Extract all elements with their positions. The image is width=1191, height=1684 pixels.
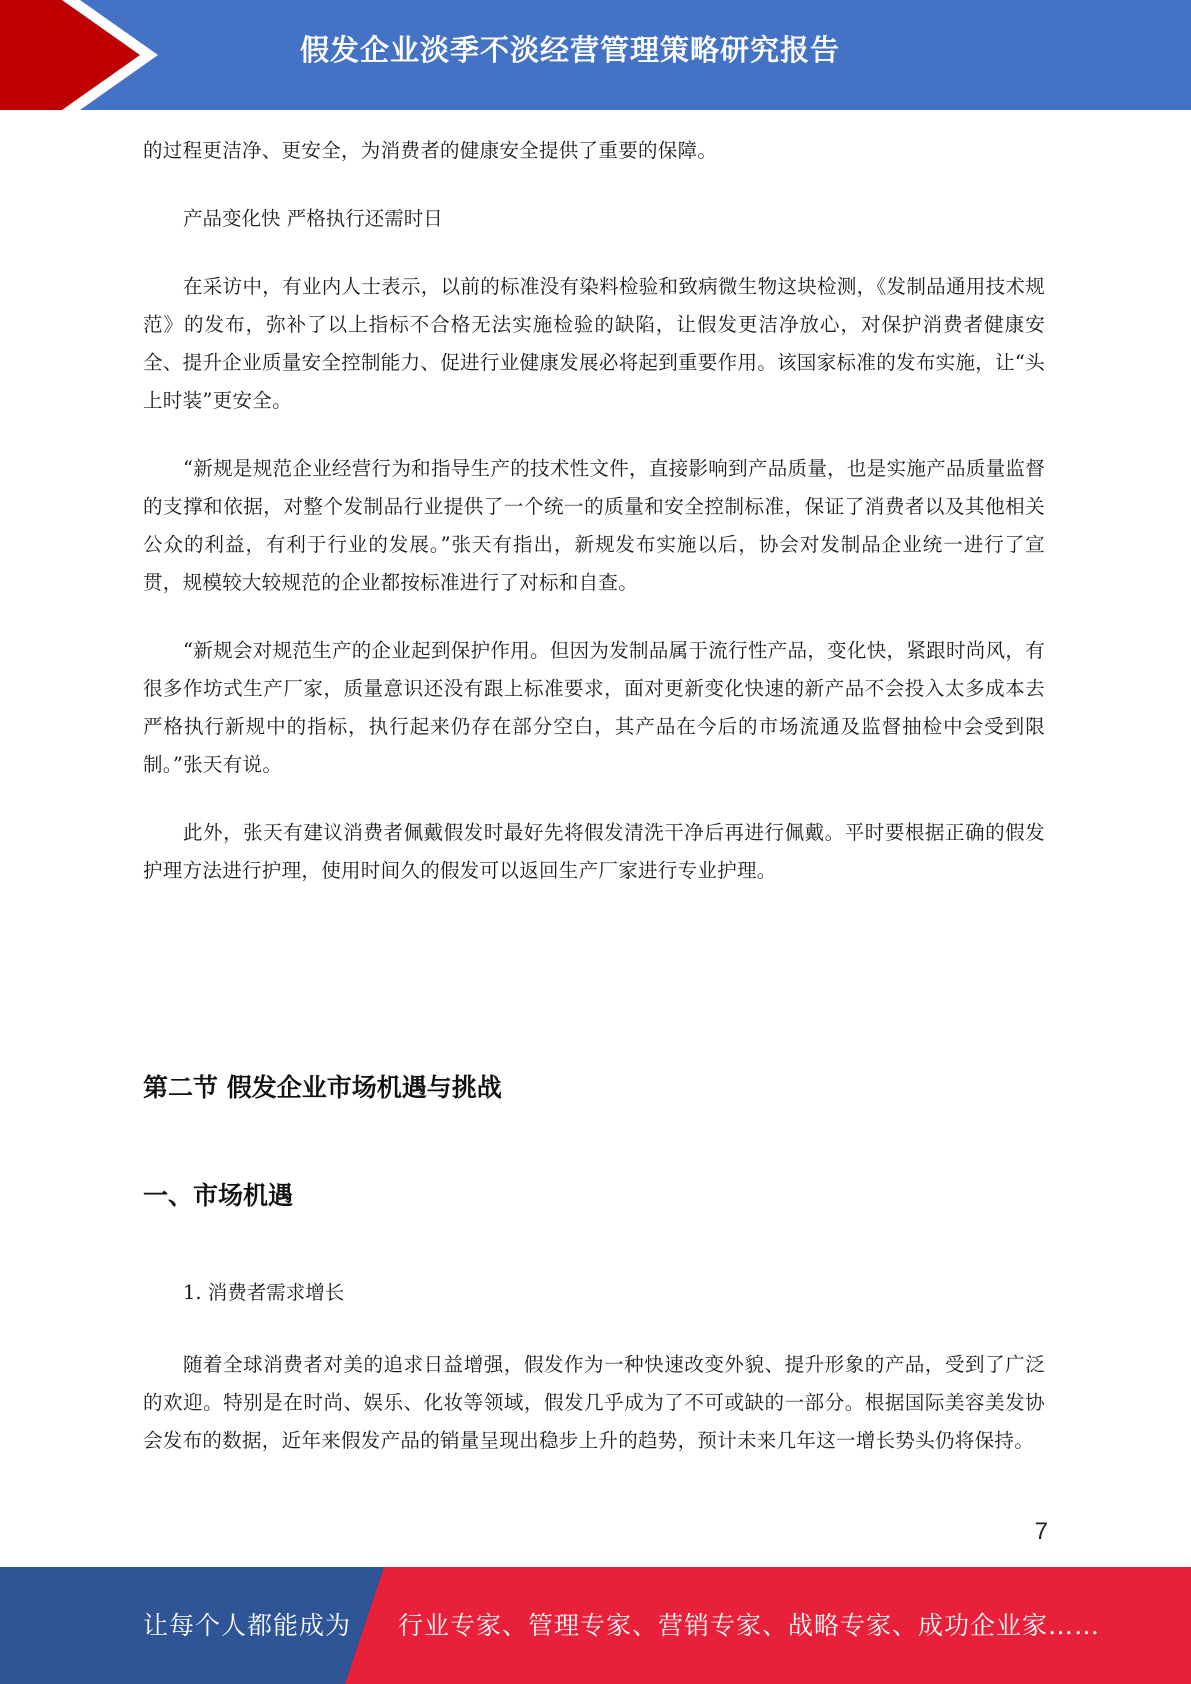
paragraph: “新规会对规范生产的企业起到保护作用。但因为发制品属于流行性产品，变化快，紧跟时尚风，有很多作坊式生产厂家，质量意识还没有跟上标准要求，面对更新变化快速的新产品不会投入太多成本去严格执行新规中的指标，执行起来仍存在部分空白，其产品在今后的市场流通及监督抽检中会受到限制。”张天有说。 (143, 639, 1045, 776)
paragraph: 的过程更洁净、更安全，为消费者的健康安全提供了重要的保障。 (143, 139, 718, 162)
page-footer (0, 1567, 1191, 1684)
subsection-title: 一、市场机遇 (143, 1181, 294, 1210)
paragraph: 此外，张天有建议消费者佩戴假发时最好先将假发清洗干净后再进行佩戴。平时要根据正确的假发护理方法进行护理，使用时间久的假发可以返回生产厂家进行专业护理。 (143, 821, 1045, 882)
subheading: 产品变化快 严格执行还需时日 (183, 207, 443, 230)
footer-slogan-left: 让每个人都能成为 (143, 1611, 352, 1640)
list-item: 1. 消费者需求增长 (183, 1281, 345, 1304)
page-number: 7 (1034, 1518, 1048, 1545)
paragraph: 随着全球消费者对美的追求日益增强，假发作为一种快速改变外貌、提升形象的产品，受到了广泛的欢迎。特别是在时尚、娱乐、化妆等领域，假发几乎成为了不可或缺的一部分。根据国际美容美发协会发布的数据，近年来假发产品的销量呈现出稳步上升的趋势，预计未来几年这一增长势头仍将保持。 (143, 1353, 1045, 1452)
header-title: 假发企业淡季不淡经营管理策略研究报告 (300, 33, 841, 67)
section-title: 第二节 假发企业市场机遇与挑战 (143, 1073, 502, 1102)
paragraph: “新规是规范企业经营行为和指导生产的技术性文件，直接影响到产品质量，也是实施产品质量监督的支撑和依据，对整个发制品行业提供了一个统一的质量和安全控制标准，保证了消费者以及其他相关公众的利益，有利于行业的发展。”张天有指出，新规发布实施以后，协会对发制品企业统一进行了宣贯，规模较大较规范的企业都按标准进行了对标和自查。 (143, 457, 1045, 594)
footer-slogan-right: 行业专家、管理专家、营销专家、战略专家、成功企业家…… (398, 1611, 1101, 1640)
header-arrow-decoration (0, 0, 160, 110)
paragraph: 在采访中，有业内人士表示，以前的标准没有染料检验和致病微生物这块检测，《发制品通用技术规范》的发布，弥补了以上指标不合格无法实施检验的缺陷，让假发更洁净放心，对保护消费者健康安全、提升企业质量安全控制能力、促进行业健康发展必将起到重要作用。该国家标准的发布实施，让“头上时装”更安全。 (143, 275, 1045, 412)
page-header (0, 0, 1191, 110)
document-body (143, 132, 1045, 1460)
